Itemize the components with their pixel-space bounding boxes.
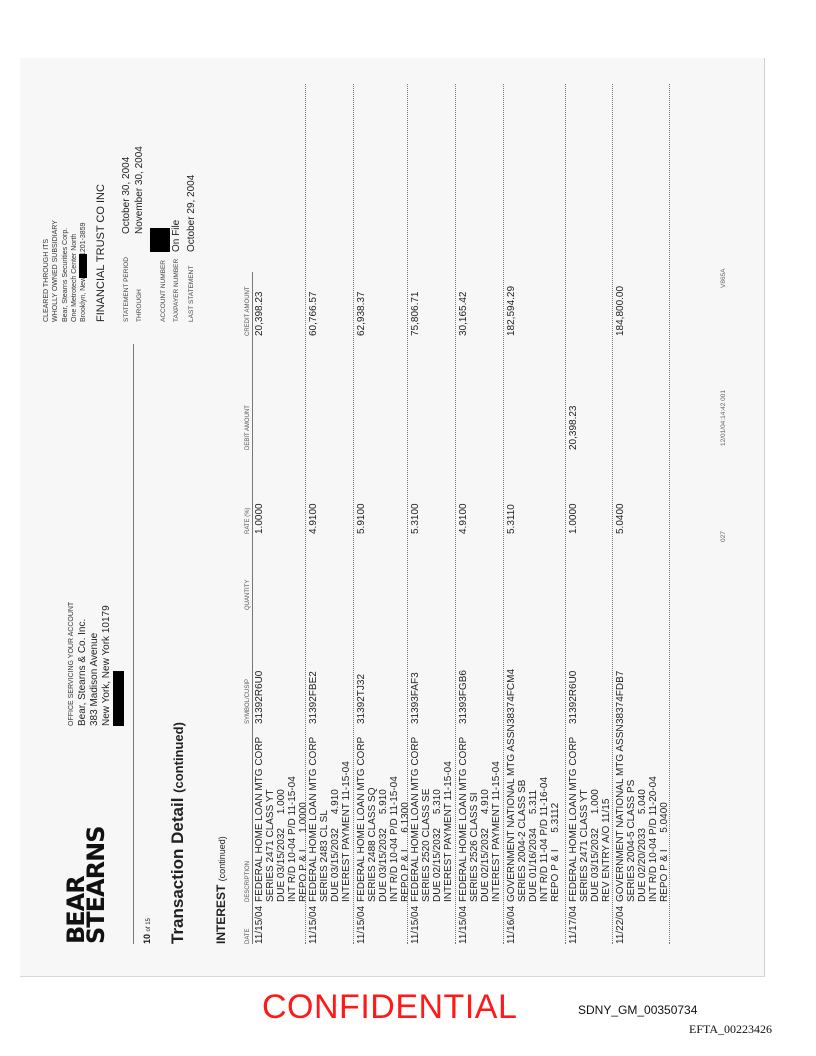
row-description: GOVERNMENT NATIONAL MTG ASSN SERIES 2004-2 CLASS SB DUE 01/16/2034 5.311 INT R/D 11-04 P/D 11-16-04 REPO P & I 5.3112 bbox=[506, 724, 561, 902]
row-symbol: 38374FDB7 bbox=[615, 670, 626, 724]
header-rule bbox=[133, 344, 134, 944]
row-credit-amount: 75,806.71 bbox=[410, 291, 421, 336]
section-subtitle-text: INTEREST bbox=[214, 884, 228, 944]
row-rate: 5.3100 bbox=[410, 503, 421, 534]
row-separator bbox=[669, 84, 670, 944]
row-symbol: 38374FCM4 bbox=[506, 668, 517, 724]
bear-stearns-logo bbox=[62, 826, 110, 944]
efta-number: EFTA_00223426 bbox=[689, 1022, 773, 1036]
row-credit-amount: 30,165.42 bbox=[458, 291, 469, 336]
row-rate: 5.9100 bbox=[356, 503, 367, 534]
row-separator bbox=[455, 84, 456, 944]
col-rate: RATE (%) bbox=[245, 507, 251, 534]
page-total: of 15 bbox=[146, 918, 152, 932]
section-title bbox=[168, 722, 188, 944]
col-date: DATE bbox=[245, 928, 251, 944]
row-date: 11/15/04 bbox=[458, 905, 469, 944]
row-credit-amount: 184,800.00 bbox=[615, 285, 626, 336]
row-date: 11/15/04 bbox=[308, 905, 319, 944]
row-rate: 5.0400 bbox=[615, 503, 626, 534]
statement-period-end: November 30, 2004 bbox=[134, 146, 145, 234]
row-symbol: 31393FAF3 bbox=[410, 672, 421, 724]
row-separator bbox=[612, 84, 613, 944]
col-description: DESCRIPTION bbox=[245, 860, 251, 902]
row-date: 11/15/04 bbox=[254, 905, 265, 944]
account-number-redaction bbox=[150, 228, 170, 252]
client-name: FINANCIAL TRUST CO INC bbox=[95, 184, 107, 322]
row-rate: 4.9100 bbox=[308, 503, 319, 534]
office-line-2: 383 Madison Avenue bbox=[89, 632, 100, 726]
row-credit-amount: 62,938.37 bbox=[356, 291, 367, 336]
confidential-watermark: CONFIDENTIAL bbox=[262, 988, 518, 1026]
row-description: FEDERAL HOME LOAN MTG CORP SERIES 2483 CL SL DUE 03/15/2032 4.910 INTEREST PAYMENT 11-15-04 bbox=[308, 736, 352, 902]
row-separator bbox=[305, 84, 306, 944]
statement-period-label: STATEMENT PERIOD bbox=[123, 256, 130, 322]
clearing-line-1: CLEARED THROUGH ITS bbox=[43, 238, 50, 322]
footer-code: 027 bbox=[720, 531, 727, 542]
col-quantity: QUANTITY bbox=[245, 579, 251, 610]
row-symbol: 31392TJ32 bbox=[356, 673, 367, 724]
row-description: FEDERAL HOME LOAN MTG CORP SERIES 2526 CLASS SI DUE 02/15/2032 4.910 INTEREST PAYMENT 11-15-04 bbox=[458, 736, 502, 902]
row-separator bbox=[503, 84, 504, 944]
row-symbol: 31393FGB6 bbox=[458, 670, 469, 724]
row-rate: 4.9100 bbox=[458, 503, 469, 534]
row-description: FEDERAL HOME LOAN MTG CORP SERIES 2471 CLASS YT DUE 03/15/2032 1.000 INT R/D 10-04 P/D 11-15-04 REPO P & I 1.0000 bbox=[254, 736, 309, 902]
row-symbol: 31392FBE2 bbox=[308, 671, 319, 724]
office-line-1: Bear, Stearns & Co. Inc. bbox=[77, 618, 88, 726]
section-subtitle bbox=[214, 836, 228, 944]
taxpayer-number-value: On File bbox=[171, 219, 182, 252]
row-rate: 5.3110 bbox=[506, 504, 517, 534]
clearing-line-3: Bear, Stearns Securities Corp. bbox=[62, 227, 69, 322]
row-date: 11/15/04 bbox=[410, 905, 421, 944]
footer-timestamp: 12/01/04:14:42 001 bbox=[720, 389, 727, 446]
bates-number: SDNY_GM_00350734 bbox=[578, 1003, 698, 1017]
col-credit: CREDIT AMOUNT bbox=[245, 286, 251, 336]
logo-line-1: BEAR bbox=[62, 876, 90, 944]
row-rate: 1.0000 bbox=[254, 503, 265, 534]
clearing-line-4: One Metrotech Center North bbox=[71, 233, 78, 322]
account-number-label: ACCOUNT NUMBER bbox=[160, 260, 167, 322]
col-debit: DEBIT AMOUNT bbox=[245, 405, 251, 450]
row-separator bbox=[353, 84, 354, 944]
col-symbol: SYMBOL/CUSIP bbox=[245, 678, 251, 724]
footer-form-code: V865A bbox=[720, 268, 727, 288]
scanned-statement-page bbox=[20, 58, 765, 977]
row-symbol: 31392R6U0 bbox=[568, 670, 579, 724]
row-separator bbox=[565, 84, 566, 944]
row-date: 11/15/04 bbox=[356, 905, 367, 944]
office-line-3: New York, New York 10179 bbox=[101, 605, 112, 726]
row-symbol: 31392R6U0 bbox=[254, 670, 265, 724]
row-date: 11/16/04 bbox=[506, 905, 517, 944]
page-number-value: 10 bbox=[142, 933, 152, 944]
row-date: 11/22/04 bbox=[615, 905, 626, 944]
row-description: GOVERNMENT NATIONAL MTG ASSN SERIES 2004-5 CLASS PS DUE 02/20/2033 5.040 INT R/D 10-04 P/D 11-20-04 REPO P & I 5.0400 bbox=[615, 724, 670, 902]
statement-period-start: October 30, 2004 bbox=[121, 156, 132, 234]
row-description: FEDERAL HOME LOAN MTG CORP SERIES 2520 CLASS SE DUE 02/15/2032 5.310 INTEREST PAYMENT 11-15-04 bbox=[410, 736, 454, 902]
row-credit-amount: 182,594.29 bbox=[506, 285, 517, 336]
redaction-box bbox=[79, 254, 87, 278]
column-header-rule bbox=[252, 272, 253, 944]
through-label: THROUGH bbox=[136, 289, 143, 322]
row-rate: 1.0000 bbox=[568, 503, 579, 534]
row-description: FEDERAL HOME LOAN MTG CORP SERIES 2488 CLASS SQ DUE 03/15/2032 5.910 INT R/D 10-04 P/D 11-15-04 REPO P & I 6.1300 bbox=[356, 736, 411, 902]
row-separator bbox=[407, 84, 408, 944]
row-debit-amount: 20,398.23 bbox=[568, 405, 579, 450]
logo-line-2: STEARNS bbox=[82, 826, 110, 944]
row-description: FEDERAL HOME LOAN MTG CORP SERIES 2471 CLASS YT DUE 03/15/2032 1.000 REV ENTRY A/O 11/15 bbox=[568, 736, 612, 902]
page-number bbox=[142, 918, 152, 944]
row-date: 11/17/04 bbox=[568, 905, 579, 944]
last-statement-label: LAST STATEMENT bbox=[188, 265, 195, 322]
office-heading: OFFICE SERVICING YOUR ACCOUNT bbox=[68, 601, 75, 726]
rotated-statement-content bbox=[20, 58, 764, 976]
taxpayer-number-label: TAXPAYER NUMBER bbox=[173, 258, 180, 322]
row-credit-amount: 60,766.57 bbox=[308, 291, 319, 336]
section-title-text: Transaction Detail bbox=[168, 797, 187, 944]
redaction-box bbox=[113, 671, 124, 726]
row-credit-amount: 20,398.23 bbox=[254, 291, 265, 336]
last-statement-value: October 29, 2004 bbox=[186, 174, 197, 252]
clearing-line-2: WHOLLY OWNED SUBSIDIARY bbox=[52, 220, 59, 322]
section-title-cont: (continued) bbox=[171, 722, 186, 793]
section-subtitle-cont: (continued) bbox=[217, 836, 227, 882]
